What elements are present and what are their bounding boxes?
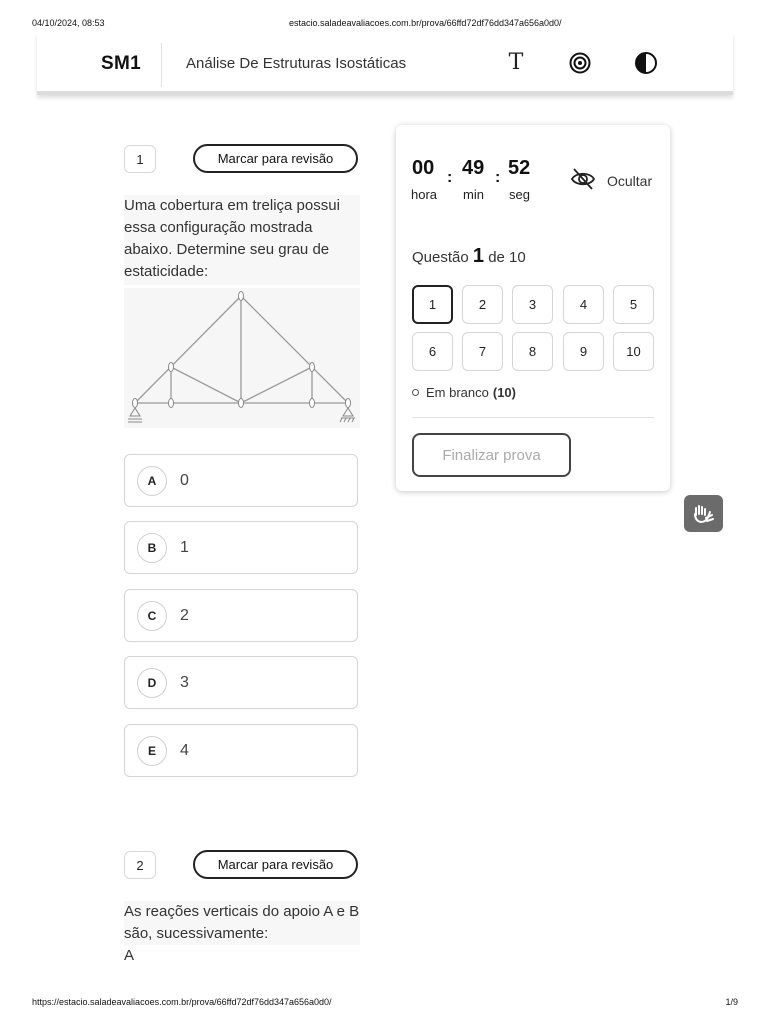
print-datetime: 04/10/2024, 08:53: [32, 18, 105, 28]
top-bar: [37, 33, 733, 95]
print-header-url: estacio.saladeavaliacoes.com.br/prova/66ffd72df76dd347a656a0d0/: [289, 18, 562, 28]
question-counter-prefix: Questão: [412, 249, 469, 266]
question-counter-current: 1: [472, 245, 485, 267]
question-nav-10[interactable]: 10: [613, 332, 654, 371]
target-icon[interactable]: [568, 51, 592, 75]
option-text: 2: [180, 607, 189, 624]
question-text: Uma cobertura em treliça possui essa configuração mostrada abaixo. Determine seu grau de estaticidade:: [124, 195, 360, 285]
header-divider: [161, 43, 162, 87]
question-nav-7[interactable]: 7: [462, 332, 503, 371]
timer-minutes: 49: [462, 157, 485, 179]
brand-logo[interactable]: SM1: [101, 53, 141, 74]
mark-for-review-button[interactable]: Marcar para revisão: [193, 850, 358, 879]
timer-hours-label: hora: [411, 187, 438, 202]
blank-answers-status: [412, 385, 516, 400]
timer-hours: 00: [412, 157, 435, 179]
question-counter: [412, 245, 526, 268]
question-nav-4[interactable]: 4: [563, 285, 604, 324]
print-header: [0, 18, 768, 30]
question-nav-6[interactable]: 6: [412, 332, 453, 371]
blank-label: Em branco: [426, 385, 489, 400]
option-text: 4: [180, 742, 189, 759]
option-text: 0: [180, 472, 189, 489]
question-nav-5[interactable]: 5: [613, 285, 654, 324]
timer-separator: :: [495, 169, 501, 186]
hide-timer-label: Ocultar: [607, 173, 653, 189]
answer-option-e[interactable]: [124, 724, 358, 777]
text-size-icon[interactable]: T: [508, 50, 524, 75]
answer-option-d[interactable]: [124, 656, 358, 709]
question-nav-3[interactable]: 3: [512, 285, 553, 324]
timer-minutes-label: min: [463, 187, 484, 202]
timer-seconds-label: seg: [509, 187, 530, 202]
answer-option-b[interactable]: [124, 521, 358, 574]
question-nav-9[interactable]: 9: [563, 332, 604, 371]
timer-separator: :: [447, 169, 453, 186]
question-nav-1[interactable]: 1: [412, 285, 453, 324]
option-letter: D: [137, 668, 167, 698]
mark-for-review-button[interactable]: Marcar para revisão: [193, 144, 358, 173]
print-page-number: 1/9: [725, 997, 738, 1007]
timer-seconds: 52: [508, 157, 531, 179]
sign-language-accessibility-button[interactable]: [684, 495, 723, 532]
hide-timer-button[interactable]: [570, 166, 660, 192]
panel-divider: [412, 417, 654, 418]
question-number: 2: [124, 851, 156, 879]
question-counter-suffix: de 10: [488, 249, 526, 266]
blank-count: (10): [492, 385, 516, 400]
print-footer-url: https://estacio.saladeavaliacoes.com.br/prova/66ffd72df76dd347a656a0d0/: [32, 997, 332, 1007]
option-text: 1: [180, 539, 189, 556]
left-support: [128, 408, 142, 422]
hands-icon: [692, 503, 716, 525]
truss-diagram: [124, 288, 360, 428]
option-letter: A: [137, 466, 167, 496]
target-icon-svg: [568, 51, 592, 75]
question-text-continued: A: [124, 947, 135, 964]
contrast-icon-svg: [634, 51, 658, 75]
right-support: [340, 408, 355, 422]
contrast-icon[interactable]: [634, 51, 658, 75]
finish-exam-button[interactable]: Finalizar prova: [412, 433, 571, 477]
question-nav-2[interactable]: 2: [462, 285, 503, 324]
print-footer: [0, 997, 768, 1009]
question-text: As reações verticais do apoio A e B são, sucessivamente:: [124, 901, 360, 945]
option-letter: B: [137, 533, 167, 563]
eye-off-icon: [570, 166, 596, 192]
question-nav-8[interactable]: 8: [512, 332, 553, 371]
answer-option-c[interactable]: [124, 589, 358, 642]
course-title: Análise De Estruturas Isostáticas: [186, 55, 407, 72]
option-letter: E: [137, 736, 167, 766]
option-text: 3: [180, 674, 189, 691]
option-letter: C: [137, 601, 167, 631]
question-number: 1: [124, 145, 156, 173]
truss-figure: [124, 288, 360, 428]
answer-option-a[interactable]: [124, 454, 358, 507]
exam-side-panel: [396, 125, 670, 491]
blank-status-dot: [412, 389, 419, 396]
